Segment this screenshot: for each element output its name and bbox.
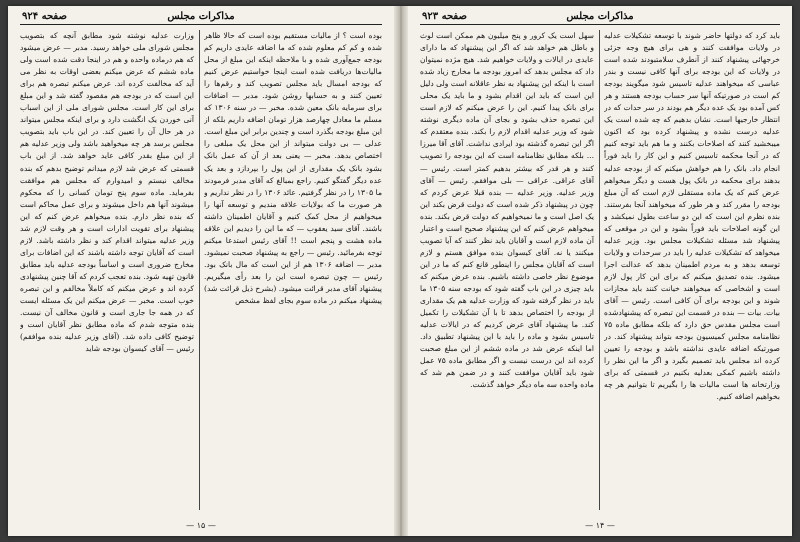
column-text: وزارت عدلیه نوشته شود مطابق آنچه که بتصویب مجلس شورای ملی خواهد رسید. مدبر — عرض میشود که هم درماده واحده و هم در اینجا دقت شده است ولی ماده ششم که عرض میکنم بعضی اوقات به نظر می آید که مخالفت کرده اند. عرض میکنم تبصره هم برای این است که در بودجه هم مقصود گفته شد و این مبلغ برای این کار است. مجلس شورای ملی از این اسباب آنی خوردن یک انگشت دارد و برای اینکه مجلس میتواند در هر حال آن را تعیین کند. در این باب باید بتصویب مجلس برسد هر چه میخواهید باشد ولی وزیر عدلیه هم از این مبلغ بقدر کافی عاید خواهد شد. از این باب قسمتی که عرض شد لازم میدانم توضیح بدهم که بنده مخالف نیستم و امیدوارم که مجلس هم موافقت بفرماید. ماده سوم پنج تومان کسانی را که محکوم میشوند آنها هم داخل میشوند و برای عمل محاکم است که بنده نظر دارم. بنده میخواهم عرض کنم که این پیشنهاد برای تقویت ادارات است و هر وقت لازم شد وزیر عدلیه میتواند اقدام کند و نظر داشته باشد. لازم است که آقایان توجه داشته باشند که این اضافات برای مخارج ضروری است و اساساً بودجه عدلیه باید مطابق قانون تهیه شود. بنده تعجب کردم که آقا چنین پیشنهادی کرده اند و عرض میکنم که کاملاً مخالفم و این تبصره خوب است. مخبر — عرض میکنم این یک مسئله ایست که در همه جا جاری است و قانون مخالف آن نیست. بنده متوجه شدم که ماده مطابق نظر آقایان است و توضیح کافی داده شد. (آقای وزیر عدلیه بنده موافقم) رئیس — آقای کیسوان بودجه شاید [20, 31, 194, 354]
left-page-footer: — ۱۵ — [186, 521, 216, 530]
left-page-number: صفحه ۹۲۴ [22, 11, 67, 22]
right-page-footer: — ۱۴ — [585, 521, 615, 530]
right-page-left-column [420, 30, 594, 510]
left-page-title: مذاکرات مجلس [167, 11, 235, 22]
right-page-title: مذاکرات مجلس [566, 11, 634, 22]
left-page-right-column [204, 30, 382, 510]
right-page-header [420, 10, 780, 25]
book-spread [8, 6, 792, 536]
column-text: بوده است ؟ از مالیات مستقیم بوده است که حالا ظاهر شده و کم کم معلوم شده که ما اضافه عایدی داریم کم بودجه جمع‌آوری شده و با ملاحظه اینکه این مبلغ از محل مالیات‌ها دریافت شده است اینجا خواستیم عرض کنیم که بودجه امسال باید مجلس تصویب کند و رقم‌ها را تعیین کنند و به حسابها روشن شود. مدبر — اضافات برای سرمایه بانک معین شده. مخبر — در سنه ۱۳۰۶ که مسلم ما معادل چهارصد هزار تومان اضافه داریم بلکه از این مبلغ بودجه بگذرد است و چندین برابر این مبلغ است. عدلی — بی دولت میتواند از این محل یک مبلغی را اختصاص بدهد. مخبر — یعنی بعد از آن که عمل بانک بشود بانک یک مقداری از این پول را بپردازد و بعد یک عده دیگر گفتگو کنیم. راجع بمبالغ که آقای مدبر فرمودند ما ۱۳۰۵ را در نظر گرفتیم. عائد ۱۳۰۶ را در نظر نداریم و هر صورت ما که بولایات علاقه مندیم و توسعه آنها را میخواهیم از محل کمک کنیم و آقایان اطمینان داشته باشند. آقای سید یعقوب — که ما این را دیدیم این علاقه ماده هشت و پنجم است !! آقای رئیس استدعا میکنم توجه بفرمائید. رئیس — راجع به پیشنهاد صحبت نمیشود. مدبر — اضافه ۱۳۰۶ هم از این است که مال بانک بود. رئیس — چون تبصره است این را بعد رأی میگیریم. پیشنهاد آقای مدبر قرائت میشود. (بشرح ذیل قرائت شد) پیشنهاد میکنم در ماده سوم بجای لفظ مشخص [204, 31, 382, 306]
book-gutter [394, 6, 408, 536]
left-page-header [20, 10, 382, 25]
column-text: سهل است یک کرور و پنج میلیون هم ممکن است لوث و باطل هم خواهد شد که اگر این پیشنهاد که ما دارای عایدی در ایالات و ولایات خواهیم شد. هیچ مژده نمیتوان داد که مجلس بدهد که امروز بودجه ما مخارج زیاد شده است با اینکه این پیشنهاد به نظر عاقلانه است ولی دلیل این است که باید این اقدام بشود و ما باید یک محلی برای بانک پیدا کنیم. این را عرض میکنم که لازم است این تبصره حذف بشود و بجای آن ماده دیگری نوشته شود که وزیر عدلیه اقدام لازم را بکند. بنده معتقدم که اگر این تبصره گذشته بود ایرادی نداشت. آقای آقا میرزا ... بلکه مطابق نظامنامه است که این بودجه را تصویب کنند و هر قدر که بیشتر بدهیم کمتر است. رئیس — آقای عراقی. عراقی — بلی موافقم. رئیس — آقای وزیر عدلیه. وزیر عدلیه — بنده قبلا عرض کردم که چون در پیشنهاد ذکر شده است که دولت قرض بکند این یک اصل است و ما نمیخواهیم که دولت قرض بکند. بنده میخواهم عرض کنم که این پیشنهاد صحیح است و اعتبار آن ماده لازم است و آقایان باید نظر کنند که آیا تصویب میکنند یا نه. آقای کیسوان بنده موافق هستم و لازم است که آقایان مجلس را اینطور قانع کنم که ما در این موضوع نظر خاصی داشته باشیم. بنده عرض میکنم که باید چیزی در این باب گفته شود که بودجه سنه ۱۳۰۵ ما باید در نظر گرفته شود که وزارت عدلیه هم یک مقداری از بودجه را اختصاص بدهد تا با آن تشکیلات را تکمیل کند. ما پیشنهاد آقای عرض کردیم که در ایالات عدلیه تاسیس بشود و ماده را باید با این پیشنهاد تطبیق داد. اما اینکه عرض شد در ماده ششم از این مبلغ صحبت کرده اند این درست نیست و اگر مطابق ماده ۷۵ عمل شود باید آقایان موافقت کنند و در ضمن هم شد که ماده واحده سه ماه دیگر خواهد گذشت. [420, 31, 594, 390]
column-divider [599, 30, 600, 510]
right-page-right-column [604, 30, 780, 510]
left-page [8, 6, 394, 536]
column-text: باید کرد که دولتها حاضر شوند با توسعه تشکیلات عدلیه در ولایات موافقت کنند و هی برای هیچ وجه جزئی خرجهائی پیشنهاد کنند از آنطرف سلامتبودند شده است در ولایات که این بودجه برای آنها کافی نیست و بندر عباسی که میخواهند عدلیه تاسیس شود میگویند بودجه کم است در صورتیکه آنها سر حساب بودجه هستند و هر کس آمده بود یک عده دیگر هم بودند در سر حدات که در انتظار خارجیها است. نشان بدهیم که چه شده است یک عدلیه درست نشده و پیشنهاد کرده بود که اکنون میبخشید کنند که اصلاحات بکنند و ما هم باید توجه کنیم که در آنجا محکمه تاسیس کنیم و این کار را باید فوراً انجام داد. بانک را هم خواهش میکنم که از بودجه عدلیه بدهند برای محکمه در بانک پول هست و دیگر میخواهم عرض کنم که یک ماده مستقلی لازم است که آن مبلغ بودجه را مقرر کند و هر طور که میخواهند آنجا بفرستند. بنده نظرم این است که این دو ساعت بطول نمیکشد و این گونه اصلاحات باید فوراً بشود و این در موقعی که پیشنهاد شد مسئله تشکیلات مجلس بود. وزیر عدلیه میخواهد که تشکیلات عدلیه را باید در سرحدات و ولایات توسعه بدهد و به مردم اطمینان بدهد که عدالت اجرا میشود. بنده تصدیق میکنم که برای این کار پول لازم است و اشخاصی که میخواهند خیانت کنند باید مجازات شوند و این بودجه برای آن کافی است. رئیس — آقای بیات. بیات — بنده در قسمت این تبصره که پیشنهادشده است مجلس مقدس حق دارد که بلکه مطابق ماده ۷۵ نظامنامه مجلس کمیسیون بودجه بتواند پیشنهاد کند. در صورتیکه اضافه عایدی نداشته باشد و بودجه را تعیین کرده اند مجلس باید تصمیم بگیرد و اگر ما این نظر را داشته باشیم کمکی بعدلیه بکنیم در قسمتی که برای وزارتخانه ها است مالیات ها را بگیریم تا بتوانیم هر چه بخواهیم اضافه کنیم. [604, 31, 780, 402]
right-page-number: صفحه ۹۲۳ [422, 11, 467, 22]
right-page [408, 6, 792, 536]
column-divider [199, 30, 200, 510]
left-page-left-column [20, 30, 194, 510]
